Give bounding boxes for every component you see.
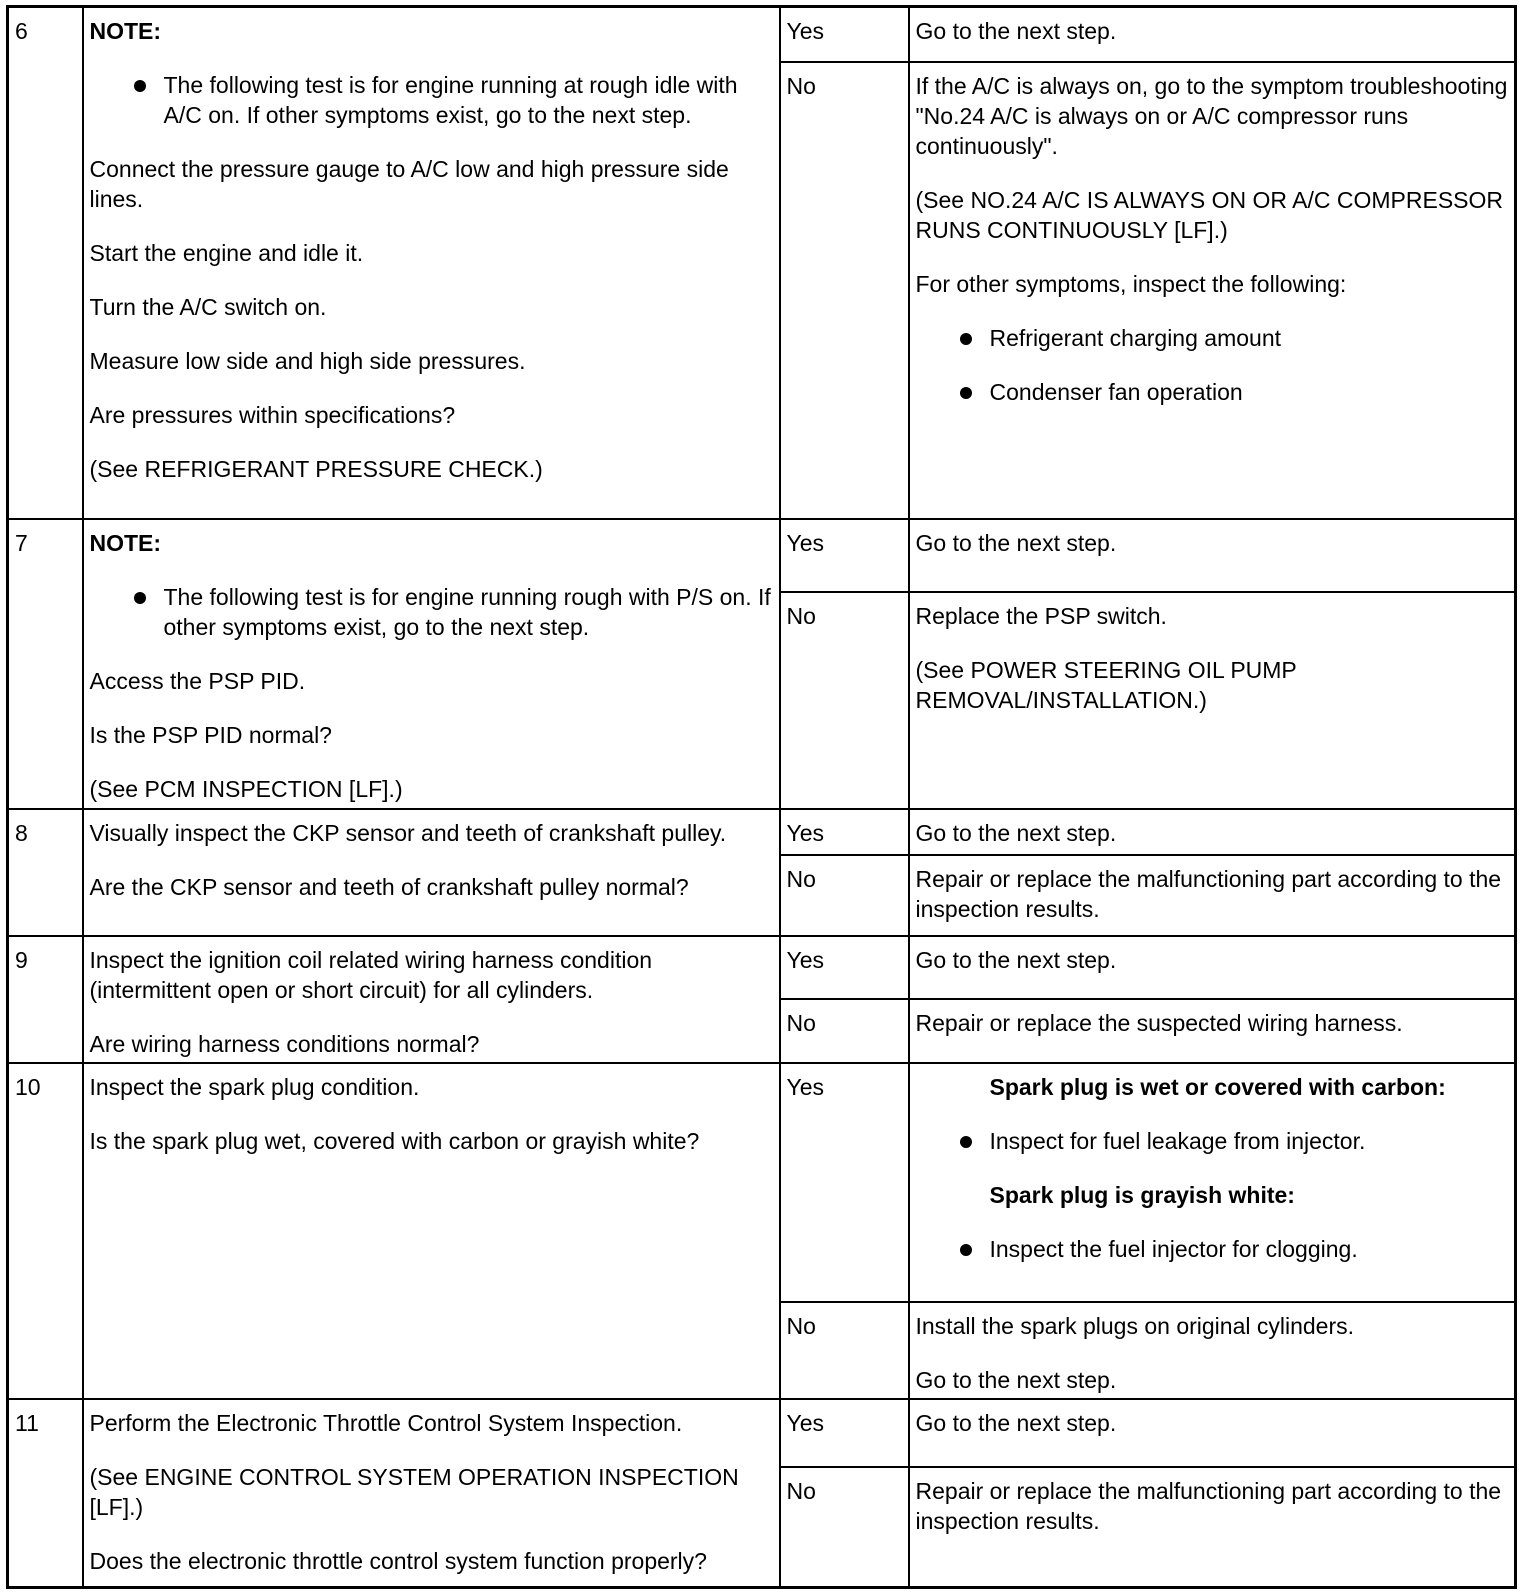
inspection-text: Inspect the spark plug condition. [89,1074,420,1101]
inspection-text: Is the PSP PID normal? [89,722,332,749]
table-row [8,1399,1516,1466]
result-yes: Yes [780,1399,909,1466]
result-no: No [780,592,909,809]
note-list [90,582,773,642]
list-item: Inspect for fuel leakage from injector. [990,1126,1509,1156]
inspection-text: (See ENGINE CONTROL SYSTEM OPERATION INSPECTION [LF].) [89,1464,739,1521]
inspection-text: Is the spark plug wet, covered with carbon or grayish white? [89,1128,700,1155]
result-yes: Yes [780,936,909,999]
action-text: For other symptoms, inspect the following: [915,270,1347,297]
inspection-text: (See REFRIGERANT PRESSURE CHECK.) [89,456,543,482]
list-item: Inspect the fuel injector for clogging. [990,1234,1509,1264]
inspection-cell [83,809,780,936]
result-no: No [780,855,909,935]
inspection-cell [83,7,780,520]
note-label: NOTE: [89,18,162,44]
inspection-text: (See PCM INSPECTION [LF].) [89,776,403,803]
table-row [8,809,1516,855]
inspection-text: Inspect the ignition coil related wiring harness condition (intermittent open or short circuit) for all cylinders. [89,946,653,1003]
result-yes: Yes [780,809,909,855]
step-number: 10 [8,1063,83,1399]
table-row [8,519,1516,591]
action-no [909,62,1516,520]
result-yes: Yes [780,1063,909,1301]
action-list [916,323,1509,407]
inspection-text: Connect the pressure gauge to A/C low and high pressure side lines. [89,156,729,212]
result-no: No [780,1302,909,1400]
list-item: Condenser fan operation [990,377,1509,407]
action-no: Repair or replace the malfunctioning part according to the inspection results. [909,855,1516,935]
result-yes: Yes [780,7,909,62]
step-number: 8 [8,809,83,936]
list-item: The following test is for engine running at rough idle with A/C on. If other symptoms exist, go to the next step. [164,70,773,130]
step-number: 9 [8,936,83,1064]
action-list [916,1126,1509,1156]
inspection-cell [83,936,780,1064]
inspection-text: Are pressures within specifications? [89,402,456,428]
action-yes: Go to the next step. [909,1399,1516,1466]
inspection-text: Access the PSP PID. [89,668,306,695]
step-number: 6 [8,7,83,520]
action-text: Install the spark plugs on original cylinders. [915,1312,1355,1339]
inspection-text: Measure low side and high side pressures. [89,348,526,374]
inspection-text: Turn the A/C switch on. [89,294,327,320]
action-text: (See NO.24 A/C IS ALWAYS ON OR A/C COMPRESSOR RUNS CONTINUOUSLY [LF].) [915,186,1504,243]
inspection-cell [83,1063,780,1399]
result-no: No [780,1467,909,1588]
action-list [916,1234,1509,1264]
inspection-text: Perform the Electronic Throttle Control System Inspection. [89,1410,683,1437]
action-text: (See POWER STEERING OIL PUMP REMOVAL/INSTALLATION.) [915,656,1297,713]
inspection-text: Are the CKP sensor and teeth of crankshaft pulley normal? [89,874,689,901]
inspection-cell [83,1399,780,1587]
inspection-cell [83,519,780,809]
troubleshooting-table [6,5,1517,1589]
table-row [8,7,1516,62]
action-no [909,1302,1516,1400]
note-list [90,70,773,130]
action-text: Go to the next step. [915,1366,1117,1393]
action-yes: Go to the next step. [909,7,1516,62]
action-yes: Go to the next step. [909,519,1516,591]
inspection-text: Visually inspect the CKP sensor and teeth of crankshaft pulley. [89,820,727,847]
inspection-text: Are wiring harness conditions normal? [89,1030,480,1057]
table-row [8,1063,1516,1301]
result-no: No [780,999,909,1063]
result-no: No [780,62,909,520]
action-yes: Go to the next step. [909,809,1516,855]
condition-heading: Spark plug is wet or covered with carbon: [989,1074,1446,1101]
action-text: If the A/C is always on, go to the symptom troubleshooting "No.24 A/C is always on or A/C compressor runs continuously". [915,72,1508,159]
step-number: 11 [8,1399,83,1587]
note-label: NOTE: [89,530,162,557]
action-no: Repair or replace the suspected wiring harness. [909,999,1516,1063]
inspection-text: Start the engine and idle it. [89,240,364,266]
action-text: Replace the PSP switch. [915,602,1167,629]
action-yes: Go to the next step. [909,936,1516,999]
table-row [8,936,1516,999]
action-yes [909,1063,1516,1301]
step-number: 7 [8,519,83,809]
condition-heading: Spark plug is grayish white: [989,1182,1295,1209]
action-no: Repair or replace the malfunctioning part according to the inspection results. [909,1467,1516,1588]
inspection-text: Does the electronic throttle control system function properly? [89,1548,707,1575]
result-yes: Yes [780,519,909,591]
action-no [909,592,1516,809]
list-item: The following test is for engine running rough with P/S on. If other symptoms exist, go to the next step. [163,584,771,641]
list-item: Refrigerant charging amount [990,323,1509,353]
